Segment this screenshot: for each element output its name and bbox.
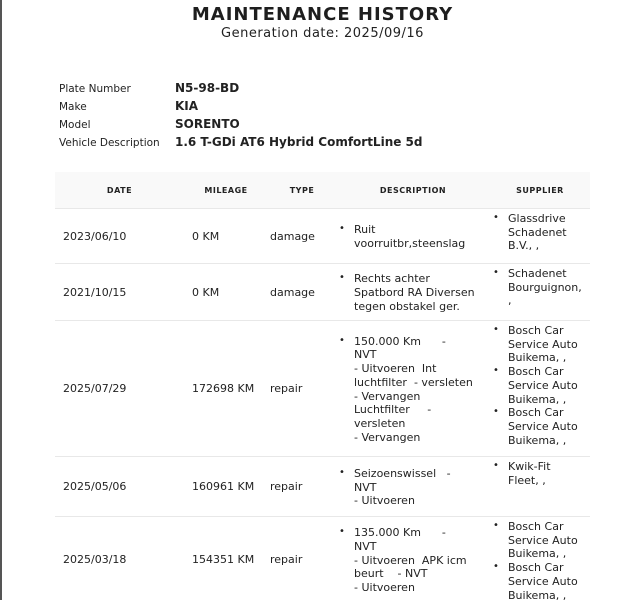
description-list bbox=[336, 223, 490, 250]
cell-type: repair bbox=[268, 457, 336, 517]
cell-supplier bbox=[490, 264, 590, 321]
column-header-supplier: SUPPLIER bbox=[490, 172, 590, 209]
vehicle-info-value: N5-98-BD bbox=[175, 81, 239, 95]
table-row bbox=[55, 457, 590, 517]
description-item: • 150.000 Km - NVT - Uitvoeren Int luchtfilter - versleten - Vervangen Luchtfilter - versleten - Vervangen bbox=[336, 335, 490, 445]
supplier-item: • Bosch Car Service Auto Buikema, , bbox=[490, 365, 590, 406]
table-header-row bbox=[55, 172, 590, 209]
description-item: • Ruit voorruitbr,steenslag bbox=[336, 223, 490, 250]
cell-date: 2025/03/18 bbox=[55, 517, 184, 602]
column-header-type: TYPE bbox=[268, 172, 336, 209]
supplier-list bbox=[490, 324, 590, 447]
description-list bbox=[336, 272, 490, 313]
cell-supplier bbox=[490, 209, 590, 264]
vehicle-info-value: KIA bbox=[175, 99, 198, 113]
cell-type: repair bbox=[268, 517, 336, 602]
cell-supplier bbox=[490, 517, 590, 602]
supplier-list bbox=[490, 212, 590, 253]
supplier-item: • Bosch Car Service Auto Buikema, , bbox=[490, 561, 590, 602]
description-item: • Seizoenswissel - NVT - Uitvoeren bbox=[336, 467, 490, 508]
vehicle-info-value: SORENTO bbox=[175, 117, 240, 131]
cell-mileage: 154351 KM bbox=[184, 517, 268, 602]
cell-mileage: 0 KM bbox=[184, 264, 268, 321]
vehicle-info-label: Model bbox=[59, 119, 91, 131]
cell-date: 2025/07/29 bbox=[55, 321, 184, 457]
supplier-item: • Bosch Car Service Auto Buikema, , bbox=[490, 406, 590, 447]
column-header-date: DATE bbox=[55, 172, 184, 209]
cell-description bbox=[336, 209, 490, 264]
cell-type: damage bbox=[268, 209, 336, 264]
generation-date: Generation date: 2025/09/16 bbox=[0, 26, 635, 41]
supplier-item: • Bosch Car Service Auto Buikema, , bbox=[490, 324, 590, 365]
description-item: • 135.000 Km - NVT - Uitvoeren APK icm beurt - NVT - Uitvoeren bbox=[336, 526, 490, 595]
supplier-list bbox=[490, 520, 590, 602]
vehicle-info-value: 1.6 T-GDi AT6 Hybrid ComfortLine 5d bbox=[175, 135, 423, 149]
table-row bbox=[55, 264, 590, 321]
cell-mileage: 172698 KM bbox=[184, 321, 268, 457]
column-header-mileage: MILEAGE bbox=[184, 172, 268, 209]
vehicle-info-label: Make bbox=[59, 101, 87, 113]
supplier-item: • Glassdrive Schadenet B.V., , bbox=[490, 212, 590, 253]
description-list bbox=[336, 467, 490, 508]
supplier-item: • Bosch Car Service Auto Buikema, , bbox=[490, 520, 590, 561]
vehicle-info-label: Plate Number bbox=[59, 83, 131, 95]
cell-description bbox=[336, 457, 490, 517]
cell-description bbox=[336, 264, 490, 321]
cell-mileage: 160961 KM bbox=[184, 457, 268, 517]
vehicle-info-label: Vehicle Description bbox=[59, 137, 160, 149]
cell-date: 2023/06/10 bbox=[55, 209, 184, 264]
supplier-list bbox=[490, 267, 590, 308]
page-title: MAINTENANCE HISTORY bbox=[0, 4, 635, 25]
cell-type: damage bbox=[268, 264, 336, 321]
cell-mileage: 0 KM bbox=[184, 209, 268, 264]
description-item: • Rechts achter Spatbord RA Diversen tegen obstakel ger. bbox=[336, 272, 490, 313]
cell-supplier bbox=[490, 321, 590, 457]
description-list bbox=[336, 335, 490, 445]
column-header-description: DESCRIPTION bbox=[336, 172, 490, 209]
cell-supplier bbox=[490, 457, 590, 517]
page-edge bbox=[0, 0, 2, 600]
table-row bbox=[55, 517, 590, 602]
table-row bbox=[55, 209, 590, 264]
description-list bbox=[336, 526, 490, 595]
supplier-list bbox=[490, 460, 590, 487]
maintenance-history-table bbox=[55, 172, 590, 602]
supplier-item: • Schadenet Bourguignon, , bbox=[490, 267, 590, 308]
cell-date: 2025/05/06 bbox=[55, 457, 184, 517]
cell-date: 2021/10/15 bbox=[55, 264, 184, 321]
table-row bbox=[55, 321, 590, 457]
cell-description bbox=[336, 517, 490, 602]
cell-type: repair bbox=[268, 321, 336, 457]
supplier-item: • Kwik-Fit Fleet, , bbox=[490, 460, 590, 487]
cell-description bbox=[336, 321, 490, 457]
